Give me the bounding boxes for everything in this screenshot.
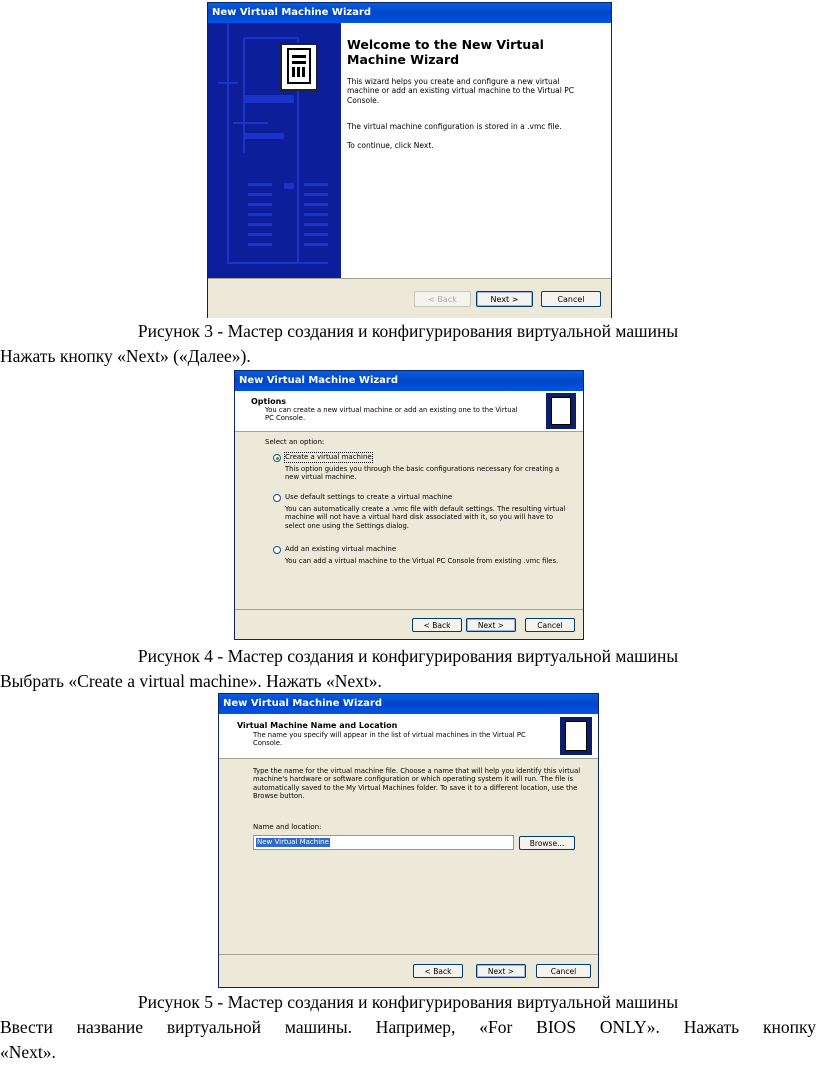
back-button[interactable]: < Back (412, 618, 462, 632)
welcome-wizard-window (207, 2, 612, 318)
option-default-settings-description: You can automatically create a .vmc file with default settings. The resulting virtual machine will not have a virtual hard disk associated with it, so you will have to select one using the Settings dialog. (285, 505, 566, 530)
header-title: Virtual Machine Name and Location (237, 721, 398, 730)
radio-create-vm[interactable] (273, 454, 281, 462)
footer-divider (235, 609, 583, 610)
next-button[interactable]: Next > (476, 964, 526, 978)
window-title: New Virtual Machine Wizard (208, 3, 611, 23)
instruction-text-3-line-1: Ввести название виртуальной машины. Например, «For BIOS ONLY». Нажать кнопку (0, 1017, 816, 1037)
next-button[interactable]: Next > (466, 618, 516, 632)
server-icon (280, 43, 318, 91)
input-selected-text: New Virtual Machine (257, 838, 329, 846)
sidebar-pattern (208, 23, 341, 278)
header-divider (235, 431, 583, 432)
browse-button[interactable]: Browse... (519, 836, 575, 850)
header-title: Options (251, 397, 287, 406)
select-option-label: Select an option: (265, 438, 325, 446)
figure-5-caption: Рисунок 5 - Мастер создания и конфигурирования виртуальной машины (137, 992, 679, 1012)
cancel-button[interactable]: Cancel (541, 291, 601, 307)
wizard-header (235, 391, 583, 431)
back-button[interactable]: < Back (413, 964, 463, 978)
instructions-paragraph: Type the name for the virtual machine file. Choose a name that will help you identify this virtual machine's hardware or software configuration or which operating system it will run. The file is automatically saved to the My Virtual Machines folder. To save it to a different location, use the Browse button. (253, 767, 581, 800)
option-default-settings-label[interactable]: Use default settings to create a virtual machine (285, 493, 453, 501)
figure-4-caption: Рисунок 4 - Мастер создания и конфигурирования виртуальной машины (137, 646, 679, 666)
figure-3-caption: Рисунок 3 - Мастер создания и конфигурирования виртуальной машины (137, 321, 679, 341)
name-location-wizard-window (218, 693, 599, 988)
wizard-welcome-content (341, 23, 611, 278)
radio-default-settings[interactable] (273, 494, 281, 502)
window-title: New Virtual Machine Wizard (235, 371, 583, 391)
option-create-vm-description: This option guides you through the basic configurations necessary for creating a new virtual machine. (285, 465, 560, 482)
server-icon-drawing (282, 45, 316, 89)
name-location-input[interactable] (253, 835, 514, 850)
server-icon (546, 393, 576, 429)
welcome-paragraph-3: To continue, click Next. (347, 141, 434, 150)
option-create-vm-label[interactable]: Create a virtual machine (285, 453, 372, 461)
option-add-existing-label[interactable]: Add an existing virtual machine (285, 545, 397, 553)
welcome-paragraph-1: This wizard helps you create and configure a new virtual machine or add an existing virtual machine to the Virtual PC Console. (347, 77, 574, 105)
window-title: New Virtual Machine Wizard (219, 694, 598, 714)
header-subtitle: You can create a new virtual machine or add an existing one to the Virtual PC Console. (265, 406, 518, 423)
instruction-text-1: Нажать кнопку «Next» («Далее»). (0, 346, 251, 366)
wizard-button-bar (208, 278, 611, 318)
instruction-text-3-line-2: «Next». (0, 1042, 56, 1062)
back-button[interactable]: < Back (414, 291, 471, 307)
option-add-existing-description: You can add a virtual machine to the Virtual PC Console from existing .vmc files. (285, 557, 559, 565)
next-button[interactable]: Next > (476, 291, 533, 307)
cancel-button[interactable]: Cancel (525, 618, 575, 632)
header-subtitle: The name you specify will appear in the list of virtual machines in the Virtual PC Console. (253, 731, 526, 748)
welcome-paragraph-2: The virtual machine configuration is stored in a .vmc file. (347, 122, 562, 131)
wizard-sidebar-graphic (208, 23, 341, 278)
header-divider (219, 758, 598, 759)
instruction-text-2: Выбрать «Create a virtual machine». Нажать «Next». (0, 671, 382, 691)
footer-divider (219, 954, 598, 955)
welcome-heading: Welcome to the New Virtual Machine Wizard (347, 37, 544, 67)
wizard-header (219, 714, 598, 758)
server-icon (560, 717, 592, 755)
name-location-label: Name and location: (253, 823, 322, 831)
cancel-button[interactable]: Cancel (536, 964, 591, 978)
radio-add-existing[interactable] (273, 546, 281, 554)
options-wizard-window (234, 370, 584, 640)
